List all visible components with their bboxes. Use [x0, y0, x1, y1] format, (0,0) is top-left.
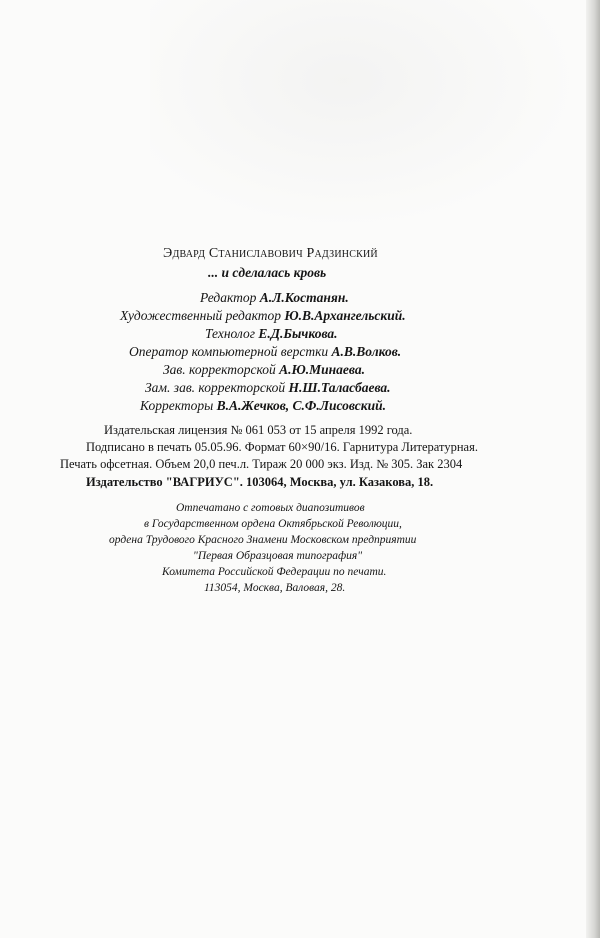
print-details-line: Печать офсетная. Объем 20,0 печ.л. Тираж 20 000 экз. Изд. № 305. Зак 2304: [60, 457, 463, 471]
credit-art-editor: [120, 309, 406, 323]
book-title: ... и сделалась кровь: [208, 265, 327, 280]
printer-line: ордена Трудового Красного Знамени Московском предприятии: [109, 534, 417, 546]
credit-editor: [200, 291, 349, 305]
credit-role: Технолог: [205, 326, 256, 341]
credit-role: Художественный редактор: [120, 308, 281, 323]
printer-line: Отпечатано с готовых диапозитивов: [176, 502, 365, 514]
license-line: Издательская лицензия № 061 053 от 15 апреля 1992 года.: [104, 423, 413, 437]
credit-role: Корректоры: [140, 398, 214, 413]
credit-names: Е.Д.Бычкова.: [258, 326, 338, 341]
bleed-through-shadow: [150, 0, 580, 230]
printer-line: 113054, Москва, Валовая, 28.: [204, 582, 346, 594]
printer-line: "Первая Образцовая типография": [193, 550, 363, 562]
credit-deputy-head-proofreading: [145, 381, 391, 395]
credit-names: А.В.Волков.: [331, 344, 402, 359]
credit-head-proofreading: [163, 363, 365, 377]
credit-names: А.Ю.Минаева.: [279, 362, 365, 377]
credit-layout-operator: [129, 345, 401, 359]
credit-names: В.А.Жечков, С.Ф.Лисовский.: [216, 398, 387, 413]
credit-names: Н.Ш.Таласбаева.: [288, 380, 391, 395]
page-edge: [586, 0, 600, 938]
credit-role: Оператор компьютерной верстки: [129, 344, 329, 359]
publisher-line: Издательство "ВАГРИУС". 103064, Москва, ул. Казакова, 18.: [86, 475, 434, 489]
credit-names: Ю.В.Архангельский.: [284, 308, 406, 323]
printer-line: в Государственном ордена Октябрьской Революции,: [144, 518, 402, 530]
credit-role: Редактор: [200, 290, 257, 305]
printer-line: Комитета Российской Федерации по печати.: [162, 566, 387, 578]
author-name: Эдвард Станиславович Радзинский: [163, 246, 378, 261]
credit-role: Зав. корректорской: [163, 362, 276, 377]
credit-proofreaders: [140, 399, 386, 413]
signed-line: Подписано в печать 05.05.96. Формат 60×90/16. Гарнитура Литературная.: [86, 440, 478, 454]
credit-role: Зам. зав. корректорской: [145, 380, 286, 395]
credit-names: А.Л.Костанян.: [259, 290, 349, 305]
credit-technologist: [205, 327, 338, 341]
